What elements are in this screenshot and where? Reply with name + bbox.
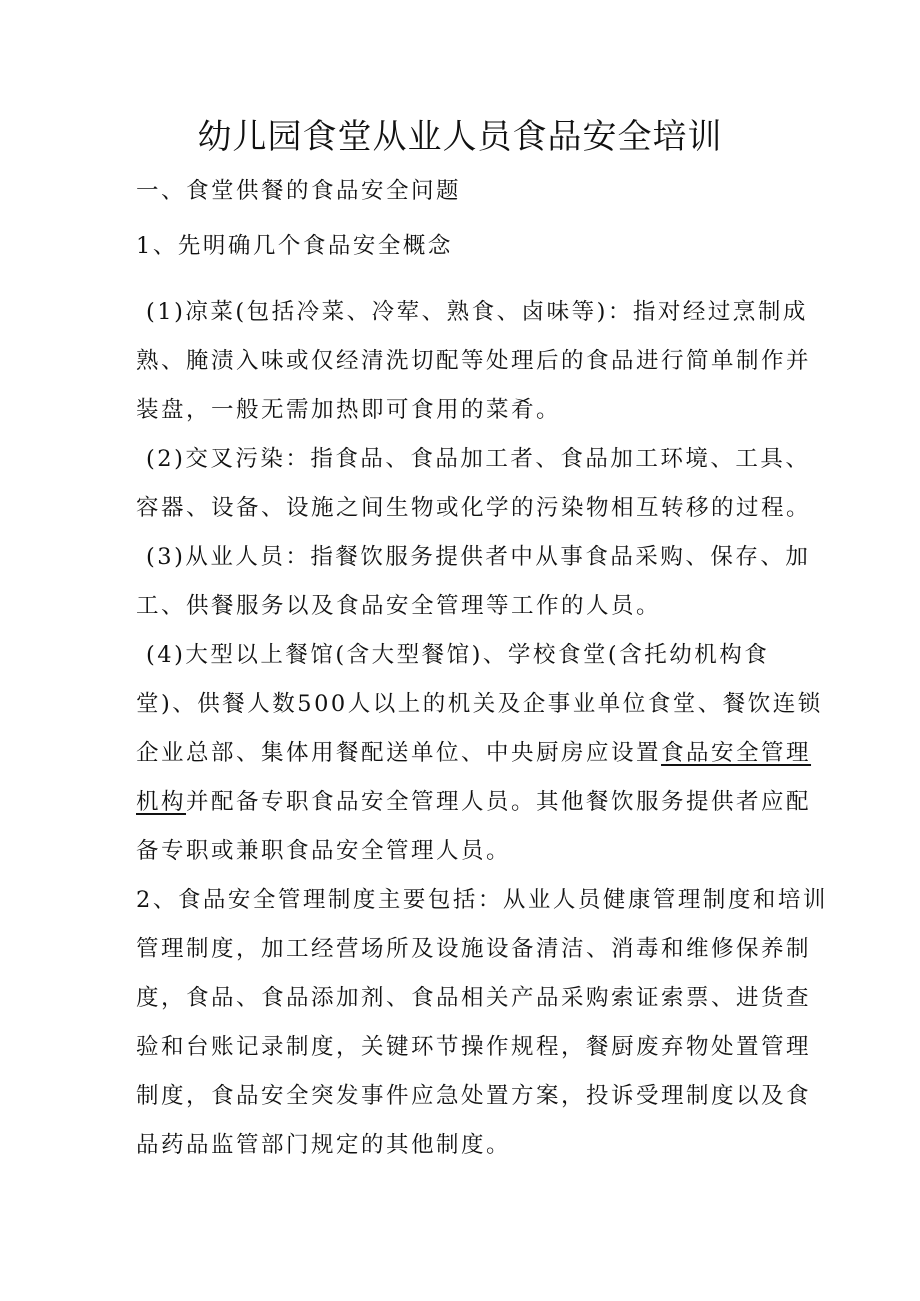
item-heading: 1、先明确几个食品安全概念 [136, 233, 453, 259]
paragraph-line: 工、供餐服务以及食品安全管理等工作的人员。 [136, 593, 662, 619]
paragraph-line: (2)交叉污染：指食品、食品加工者、食品加工环境、工具、 [146, 446, 811, 472]
paragraph-line: 容器、设备、设施之间生物或化学的污染物相互转移的过程。 [136, 495, 812, 521]
document-title: 幼儿园食堂从业人员食品安全培训 [197, 117, 723, 157]
section-heading: 一、食堂供餐的食品安全问题 [136, 178, 462, 204]
paragraph-line: 堂)、供餐人数500人以上的机关及企事业单位食堂、餐饮连锁 [136, 691, 823, 717]
paragraph-text: 并配备专职食品安全管理人员。其他餐饮服务提供者应配 [186, 789, 812, 815]
paragraph-line: 备专职或兼职食品安全管理人员。 [136, 838, 512, 864]
paragraph-line [136, 737, 812, 769]
paragraph-line [136, 786, 812, 818]
paragraph-line: 熟、腌渍入味或仅经清洗切配等处理后的食品进行简单制作并 [136, 348, 812, 374]
paragraph-line: (3)从业人员：指餐饮服务提供者中从事食品采购、保存、加 [146, 544, 811, 570]
underlined-text: 机构 [136, 789, 187, 815]
paragraph-line: 2、食品安全管理制度主要包括：从业人员健康管理制度和培训 [136, 887, 828, 913]
paragraph-line: 制度，食品安全突发事件应急处置方案，投诉受理制度以及食 [136, 1083, 812, 1109]
paragraph-line: 装盘，一般无需加热即可食用的菜肴。 [136, 397, 562, 423]
paragraph-line: (1)凉菜(包括冷菜、冷荤、熟食、卤味等)：指对经过烹制成 [146, 299, 808, 325]
paragraph-line: 验和台账记录制度，关键环节操作规程，餐厨废弃物处置管理 [136, 1034, 812, 1060]
paragraph-line: 品药品监管部门规定的其他制度。 [136, 1132, 512, 1158]
paragraph-text: 企业总部、集体用餐配送单位、中央厨房应设置 [136, 740, 662, 766]
paragraph-line: 管理制度，加工经营场所及设施设备清洁、消毒和维修保养制 [136, 936, 812, 962]
paragraph-line: (4)大型以上餐馆(含大型餐馆)、学校食堂(含托幼机构食 [146, 642, 770, 668]
paragraph-line: 度，食品、食品添加剂、食品相关产品采购索证索票、进货查 [136, 985, 812, 1011]
underlined-text: 食品安全管理 [661, 740, 812, 766]
